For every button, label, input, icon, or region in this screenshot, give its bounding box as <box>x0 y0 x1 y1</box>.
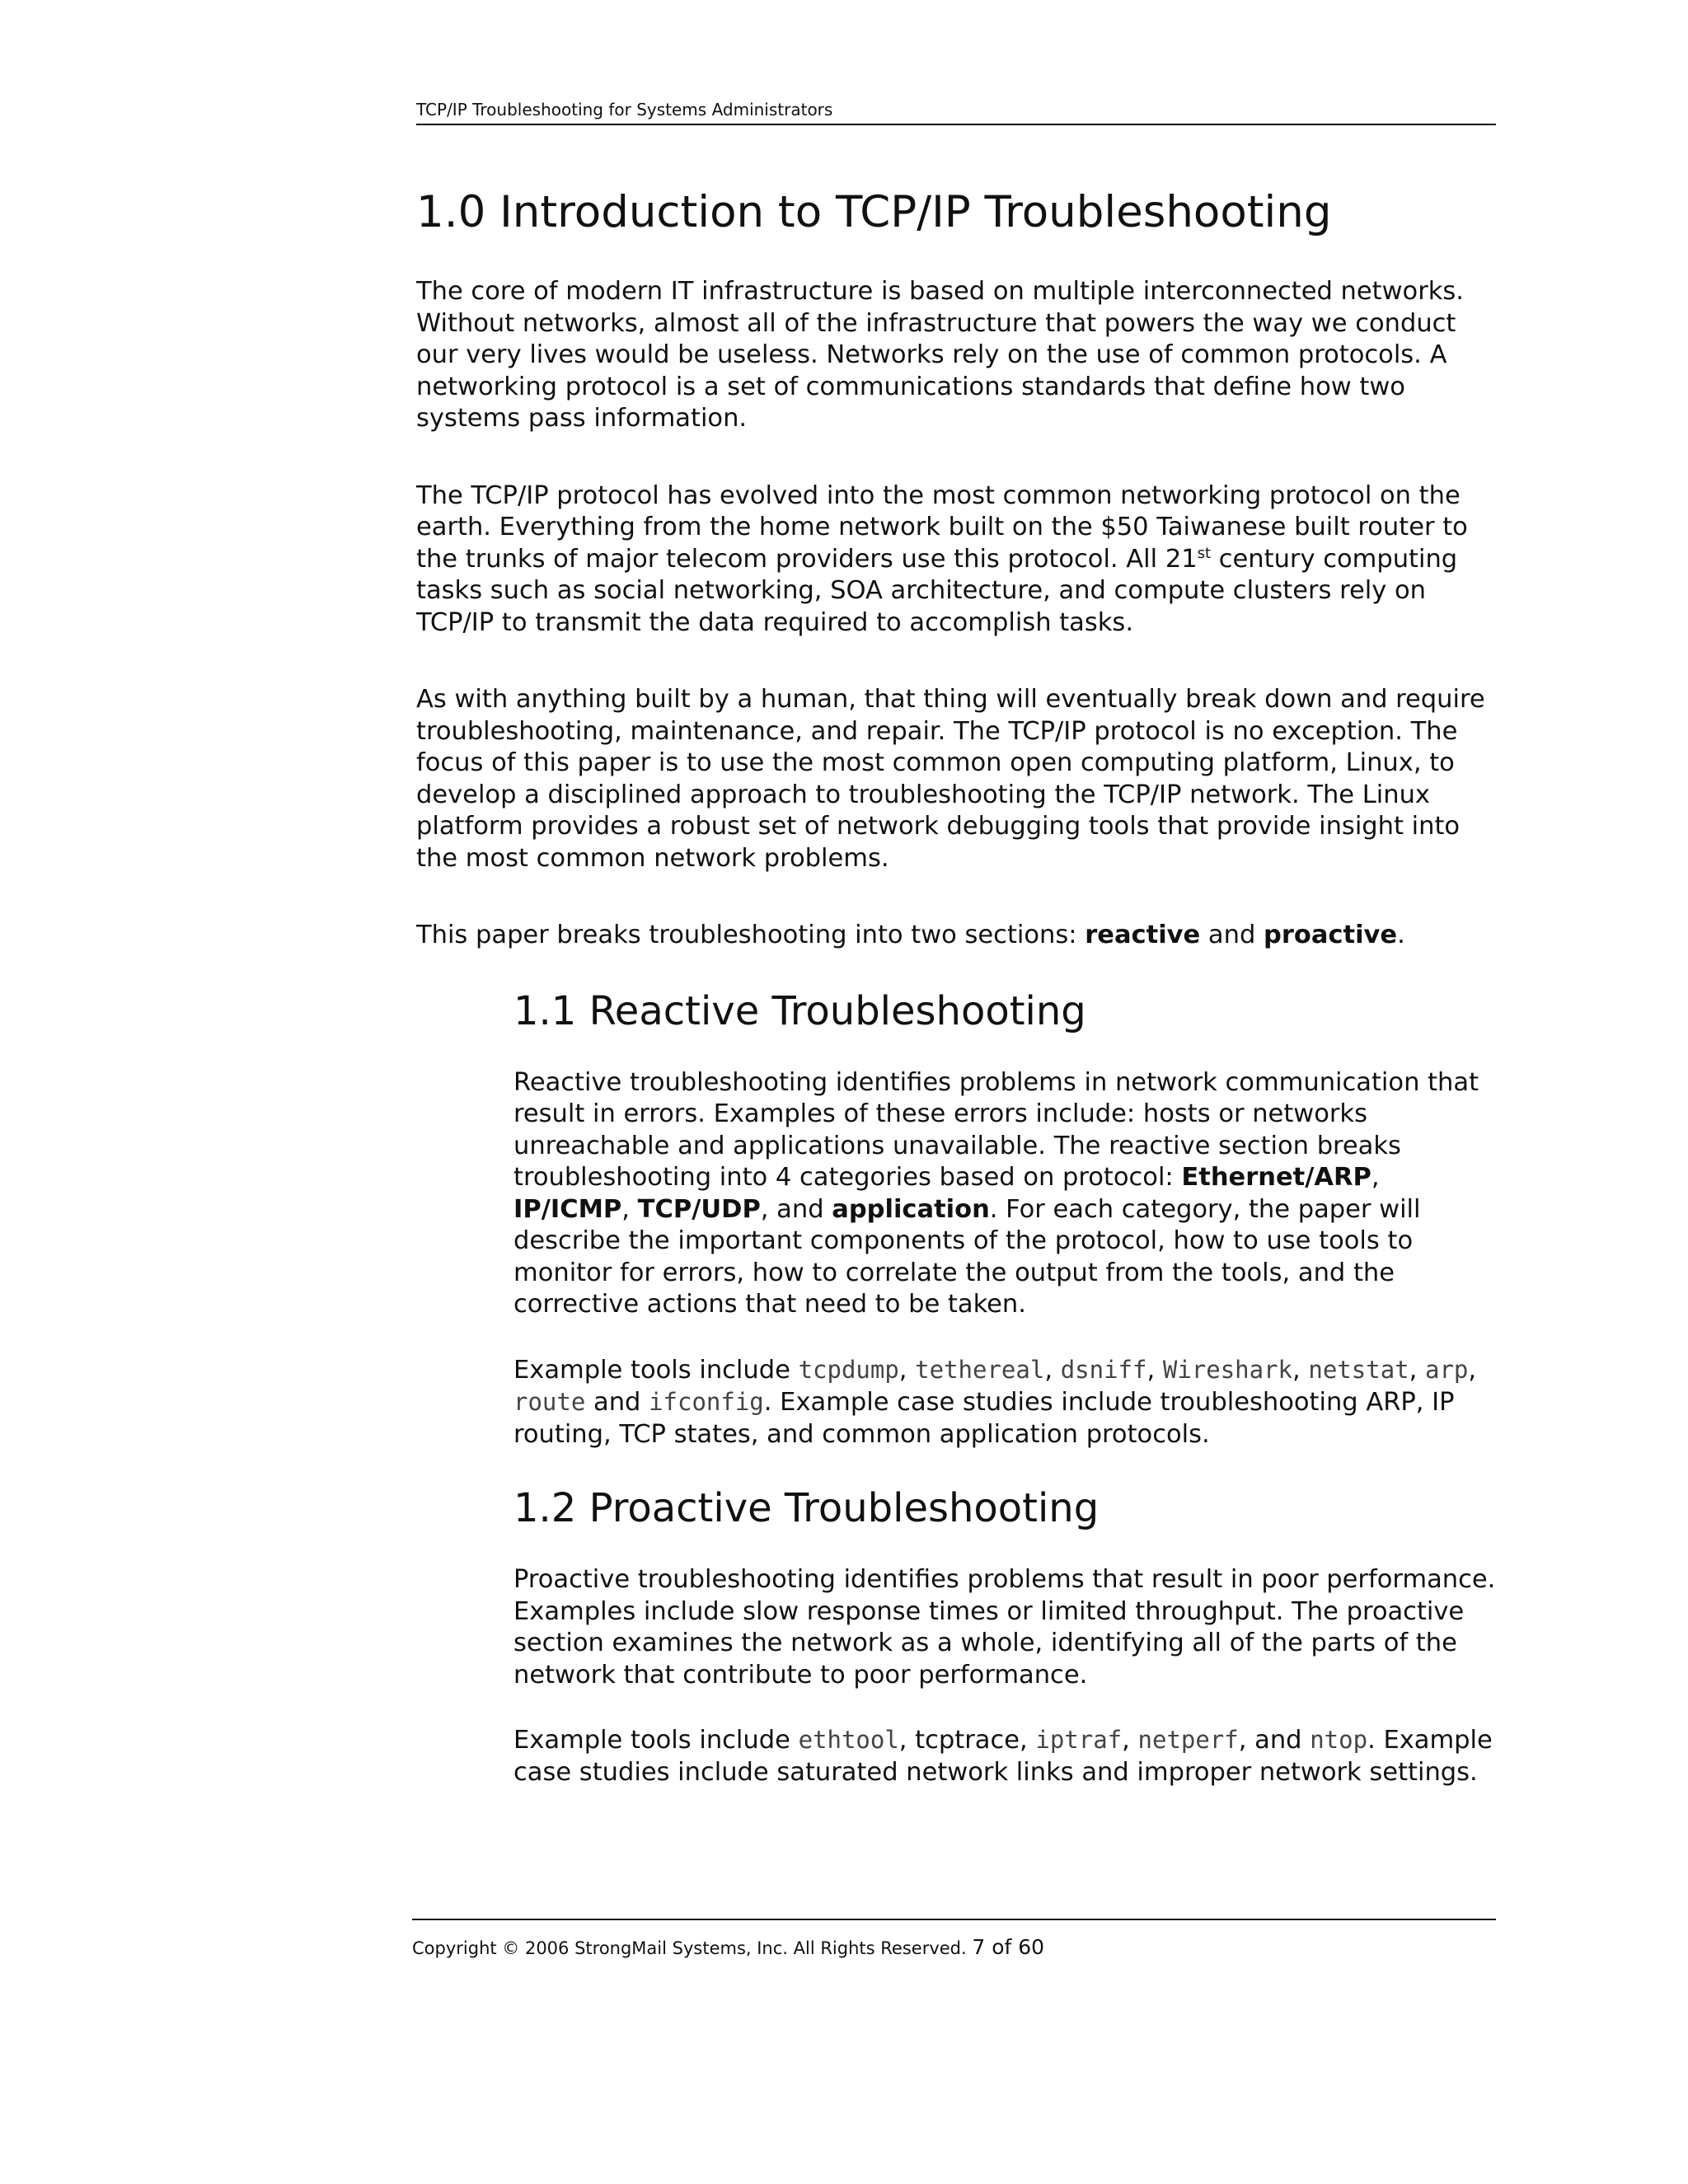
tool-tcptrace: tcptrace <box>915 1726 1020 1755</box>
tool-netperf: netperf <box>1137 1726 1239 1755</box>
tool-ntop: ntop <box>1310 1726 1368 1755</box>
tool-netstat: netstat <box>1308 1355 1409 1384</box>
reactive-paragraph-1: Reactive troubleshooting identifies problems in network communication that result in errors. Examples of these errors include: hosts or networks unreachable and applications unavailable. The reactive section breaks troubleshooting into 4 categories based on protocol: Ethernet/ARP, IP/ICMP, TCP/UDP, and application. For each category, the paper will describe the important components of the protocol, how to use tools to monitor for errors, how to correlate the output from the tools, and the corrective actions that need to be taken. <box>513 1067 1479 1319</box>
intro-paragraph-1: The core of modern IT infrastructure is based on multiple interconnected networks. Without networks, almost all of the infrastructure that powers the way we conduct our very lives would be useless. Networks rely on the use of common protocols. A networking protocol is a set of communications standards that define how two systems pass information. <box>416 277 1464 434</box>
proactive-paragraph-1: Proactive troubleshooting identifies problems that result in poor performance. Examples include slow response times or limited throughput. The proactive section examines the network as a whole, identifying all of the parts of the network that contribute to poor performance. <box>513 1565 1496 1690</box>
category-ip-icmp: IP/ICMP <box>513 1194 622 1224</box>
tool-iptraf: iptraf <box>1035 1726 1123 1755</box>
tool-ifconfig: ifconfig <box>649 1388 764 1417</box>
proactive-tools-paragraph: Example tools include ethtool, tcptrace, iptraf, netperf, and ntop. Example case studies include saturated network links and improper network settings. <box>513 1726 1493 1787</box>
section-1-1-heading: 1.1 Reactive Troubleshooting <box>513 987 1086 1034</box>
intro-paragraph-3: As with anything built by a human, that thing will eventually break down and require troubleshooting, maintenance, and repair. The TCP/IP protocol is no exception. The focus of this paper is to use the most common open computing platform, Linux, to develop a disciplined approach to troubleshooting the TCP/IP network. The Linux platform provides a robust set of network debugging tools that provide insight into the most common network problems. <box>416 685 1485 873</box>
page-content <box>416 185 1496 1834</box>
copyright-notice: Copyright © 2006 StrongMail Systems, Inc. All Rights Reserved. <box>412 1938 967 1958</box>
tool-wireshark: Wireshark <box>1162 1355 1292 1384</box>
tool-dsniff: dsniff <box>1060 1355 1147 1384</box>
intro-paragraph-4: This paper breaks troubleshooting into two sections: reactive and proactive. <box>416 921 1405 950</box>
term-reactive: reactive <box>1085 921 1201 950</box>
running-title: TCP/IP Troubleshooting for Systems Administrators <box>416 100 833 120</box>
intro-paragraph-2: The TCP/IP protocol has evolved into the most common networking protocol on the earth. Everything from the home network built on the $50 Taiwanese built router to the trunks of major telecom providers use this protocol. All 21st century computing tasks such as social networking, SOA architecture, and compute clusters rely on TCP/IP to transmit the data required to accomplish tasks. <box>416 480 1468 637</box>
category-ethernet-arp: Ethernet/ARP <box>1181 1163 1372 1193</box>
category-application: application <box>832 1194 990 1224</box>
page-footer <box>412 1919 1496 1959</box>
reactive-tools-paragraph: Example tools include tcpdump, tethereal, dsniff, Wireshark, netstat, arp, route and ifconfig. Example case studies include troubleshooting ARP, IP routing, TCP states, and common application protocols. <box>513 1355 1477 1449</box>
page-header <box>416 99 1496 125</box>
tool-tethereal: tethereal <box>915 1355 1045 1384</box>
tool-tcpdump: tcpdump <box>798 1355 899 1384</box>
section-1-1 <box>513 987 1496 1789</box>
category-tcp-udp: TCP/UDP <box>637 1194 761 1224</box>
section-1-2-heading: 1.2 Proactive Troubleshooting <box>513 1485 1100 1532</box>
page-number: 7 of 60 <box>972 1935 1045 1959</box>
tool-route: route <box>513 1388 586 1417</box>
term-proactive: proactive <box>1264 921 1398 950</box>
tool-arp: arp <box>1425 1355 1469 1384</box>
tool-ethtool: ethtool <box>798 1726 899 1755</box>
section-1-0-heading: 1.0 Introduction to TCP/IP Troubleshooting <box>416 187 1332 237</box>
ordinal-superscript: st <box>1197 544 1212 562</box>
